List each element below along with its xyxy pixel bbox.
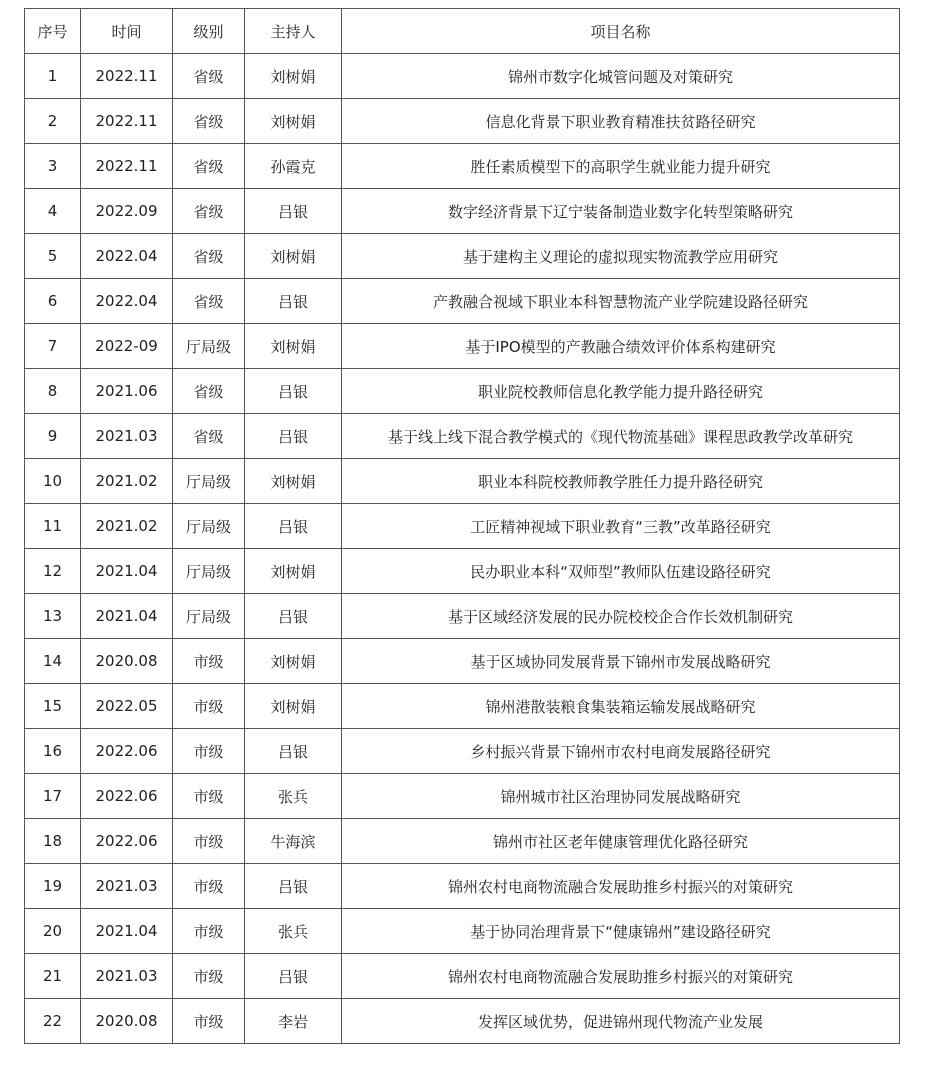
table-row bbox=[25, 594, 900, 639]
cell-host: 刘树娟 bbox=[245, 234, 342, 279]
cell-level: 市级 bbox=[173, 729, 245, 774]
cell-number: 10 bbox=[25, 459, 81, 504]
cell-time: 2021.03 bbox=[81, 414, 173, 459]
cell-level: 省级 bbox=[173, 414, 245, 459]
cell-number: 12 bbox=[25, 549, 81, 594]
table-row bbox=[25, 279, 900, 324]
table-row bbox=[25, 684, 900, 729]
cell-host: 吕银 bbox=[245, 864, 342, 909]
cell-host: 孙霞克 bbox=[245, 144, 342, 189]
cell-number: 20 bbox=[25, 909, 81, 954]
cell-time: 2021.04 bbox=[81, 594, 173, 639]
cell-level: 厅局级 bbox=[173, 324, 245, 369]
cell-project-name: 锦州农村电商物流融合发展助推乡村振兴的对策研究 bbox=[342, 864, 900, 909]
cell-host: 刘树娟 bbox=[245, 54, 342, 99]
header-host: 主持人 bbox=[245, 9, 342, 54]
cell-number: 4 bbox=[25, 189, 81, 234]
table-row bbox=[25, 414, 900, 459]
cell-project-name: 锦州市社区老年健康管理优化路径研究 bbox=[342, 819, 900, 864]
cell-project-name: 锦州港散装粮食集装箱运输发展战略研究 bbox=[342, 684, 900, 729]
cell-number: 14 bbox=[25, 639, 81, 684]
cell-time: 2021.04 bbox=[81, 549, 173, 594]
table-row bbox=[25, 189, 900, 234]
cell-host: 刘树娟 bbox=[245, 549, 342, 594]
cell-time: 2020.08 bbox=[81, 639, 173, 684]
cell-time: 2021.04 bbox=[81, 909, 173, 954]
cell-project-name: 基于建构主义理论的虚拟现实物流教学应用研究 bbox=[342, 234, 900, 279]
cell-level: 厅局级 bbox=[173, 504, 245, 549]
cell-number: 3 bbox=[25, 144, 81, 189]
cell-host: 刘树娟 bbox=[245, 99, 342, 144]
cell-level: 市级 bbox=[173, 774, 245, 819]
cell-host: 吕银 bbox=[245, 594, 342, 639]
cell-project-name: 乡村振兴背景下锦州市农村电商发展路径研究 bbox=[342, 729, 900, 774]
table-header-row bbox=[25, 9, 900, 54]
cell-level: 厅局级 bbox=[173, 594, 245, 639]
cell-project-name: 基于区域经济发展的民办院校校企合作长效机制研究 bbox=[342, 594, 900, 639]
cell-time: 2021.02 bbox=[81, 504, 173, 549]
cell-host: 吕银 bbox=[245, 954, 342, 999]
cell-host: 吕银 bbox=[245, 729, 342, 774]
cell-number: 7 bbox=[25, 324, 81, 369]
cell-project-name: 产教融合视域下职业本科智慧物流产业学院建设路径研究 bbox=[342, 279, 900, 324]
table-body bbox=[25, 54, 900, 1044]
cell-project-name: 锦州城市社区治理协同发展战略研究 bbox=[342, 774, 900, 819]
cell-project-name: 发挥区域优势，促进锦州现代物流产业发展 bbox=[342, 999, 900, 1044]
table-row bbox=[25, 954, 900, 999]
header-number: 序号 bbox=[25, 9, 81, 54]
table-row bbox=[25, 144, 900, 189]
cell-project-name: 职业本科院校教师教学胜任力提升路径研究 bbox=[342, 459, 900, 504]
table-row bbox=[25, 234, 900, 279]
table-row bbox=[25, 999, 900, 1044]
cell-time: 2022.06 bbox=[81, 729, 173, 774]
cell-host: 刘树娟 bbox=[245, 324, 342, 369]
cell-time: 2022-09 bbox=[81, 324, 173, 369]
cell-level: 省级 bbox=[173, 234, 245, 279]
table-row bbox=[25, 774, 900, 819]
cell-number: 2 bbox=[25, 99, 81, 144]
cell-host: 刘树娟 bbox=[245, 459, 342, 504]
cell-host: 吕银 bbox=[245, 504, 342, 549]
cell-time: 2022.11 bbox=[81, 99, 173, 144]
cell-project-name: 锦州市数字化城管问题及对策研究 bbox=[342, 54, 900, 99]
cell-project-name: 职业院校教师信息化教学能力提升路径研究 bbox=[342, 369, 900, 414]
table-row bbox=[25, 819, 900, 864]
cell-level: 市级 bbox=[173, 864, 245, 909]
cell-level: 市级 bbox=[173, 909, 245, 954]
cell-project-name: 信息化背景下职业教育精准扶贫路径研究 bbox=[342, 99, 900, 144]
header-level: 级别 bbox=[173, 9, 245, 54]
cell-level: 厅局级 bbox=[173, 459, 245, 504]
cell-level: 市级 bbox=[173, 999, 245, 1044]
cell-host: 吕银 bbox=[245, 279, 342, 324]
header-time: 时间 bbox=[81, 9, 173, 54]
cell-level: 省级 bbox=[173, 279, 245, 324]
cell-level: 市级 bbox=[173, 954, 245, 999]
cell-level: 省级 bbox=[173, 369, 245, 414]
cell-level: 市级 bbox=[173, 684, 245, 729]
cell-project-name: 民办职业本科“双师型”教师队伍建设路径研究 bbox=[342, 549, 900, 594]
cell-time: 2021.02 bbox=[81, 459, 173, 504]
cell-level: 省级 bbox=[173, 189, 245, 234]
cell-number: 21 bbox=[25, 954, 81, 999]
cell-host: 吕银 bbox=[245, 189, 342, 234]
cell-number: 13 bbox=[25, 594, 81, 639]
cell-number: 8 bbox=[25, 369, 81, 414]
cell-number: 16 bbox=[25, 729, 81, 774]
cell-project-name: 锦州农村电商物流融合发展助推乡村振兴的对策研究 bbox=[342, 954, 900, 999]
cell-host: 刘树娟 bbox=[245, 684, 342, 729]
cell-time: 2021.06 bbox=[81, 369, 173, 414]
cell-number: 15 bbox=[25, 684, 81, 729]
cell-host: 张兵 bbox=[245, 774, 342, 819]
table-row bbox=[25, 639, 900, 684]
cell-number: 19 bbox=[25, 864, 81, 909]
cell-level: 省级 bbox=[173, 54, 245, 99]
table-row bbox=[25, 324, 900, 369]
table-row bbox=[25, 54, 900, 99]
cell-host: 李岩 bbox=[245, 999, 342, 1044]
cell-project-name: 胜任素质模型下的高职学生就业能力提升研究 bbox=[342, 144, 900, 189]
cell-number: 1 bbox=[25, 54, 81, 99]
cell-host: 牛海滨 bbox=[245, 819, 342, 864]
cell-project-name: 数字经济背景下辽宁装备制造业数字化转型策略研究 bbox=[342, 189, 900, 234]
table-row bbox=[25, 459, 900, 504]
cell-host: 吕银 bbox=[245, 414, 342, 459]
cell-host: 吕银 bbox=[245, 369, 342, 414]
cell-number: 17 bbox=[25, 774, 81, 819]
cell-level: 省级 bbox=[173, 144, 245, 189]
cell-host: 张兵 bbox=[245, 909, 342, 954]
table-row bbox=[25, 864, 900, 909]
table-row bbox=[25, 504, 900, 549]
cell-level: 市级 bbox=[173, 639, 245, 684]
cell-level: 省级 bbox=[173, 99, 245, 144]
cell-time: 2022.11 bbox=[81, 144, 173, 189]
projects-table bbox=[24, 8, 900, 1044]
cell-number: 18 bbox=[25, 819, 81, 864]
cell-time: 2021.03 bbox=[81, 864, 173, 909]
cell-project-name: 基于线上线下混合教学模式的《现代物流基础》课程思政教学改革研究 bbox=[342, 414, 900, 459]
cell-number: 5 bbox=[25, 234, 81, 279]
cell-time: 2021.03 bbox=[81, 954, 173, 999]
header-project-name: 项目名称 bbox=[342, 9, 900, 54]
cell-time: 2022.04 bbox=[81, 234, 173, 279]
cell-level: 市级 bbox=[173, 819, 245, 864]
cell-project-name: 基于IPO模型的产教融合绩效评价体系构建研究 bbox=[342, 324, 900, 369]
cell-number: 9 bbox=[25, 414, 81, 459]
cell-time: 2022.05 bbox=[81, 684, 173, 729]
cell-time: 2022.06 bbox=[81, 819, 173, 864]
cell-project-name: 基于区域协同发展背景下锦州市发展战略研究 bbox=[342, 639, 900, 684]
table-row bbox=[25, 99, 900, 144]
cell-number: 11 bbox=[25, 504, 81, 549]
cell-host: 刘树娟 bbox=[245, 639, 342, 684]
cell-time: 2022.06 bbox=[81, 774, 173, 819]
cell-time: 2020.08 bbox=[81, 999, 173, 1044]
cell-level: 厅局级 bbox=[173, 549, 245, 594]
cell-time: 2022.09 bbox=[81, 189, 173, 234]
table-row bbox=[25, 729, 900, 774]
table-row bbox=[25, 909, 900, 954]
table-row bbox=[25, 549, 900, 594]
cell-project-name: 工匠精神视域下职业教育“三教”改革路径研究 bbox=[342, 504, 900, 549]
cell-number: 22 bbox=[25, 999, 81, 1044]
cell-project-name: 基于协同治理背景下“健康锦州”建设路径研究 bbox=[342, 909, 900, 954]
cell-time: 2022.11 bbox=[81, 54, 173, 99]
cell-number: 6 bbox=[25, 279, 81, 324]
cell-time: 2022.04 bbox=[81, 279, 173, 324]
table-row bbox=[25, 369, 900, 414]
